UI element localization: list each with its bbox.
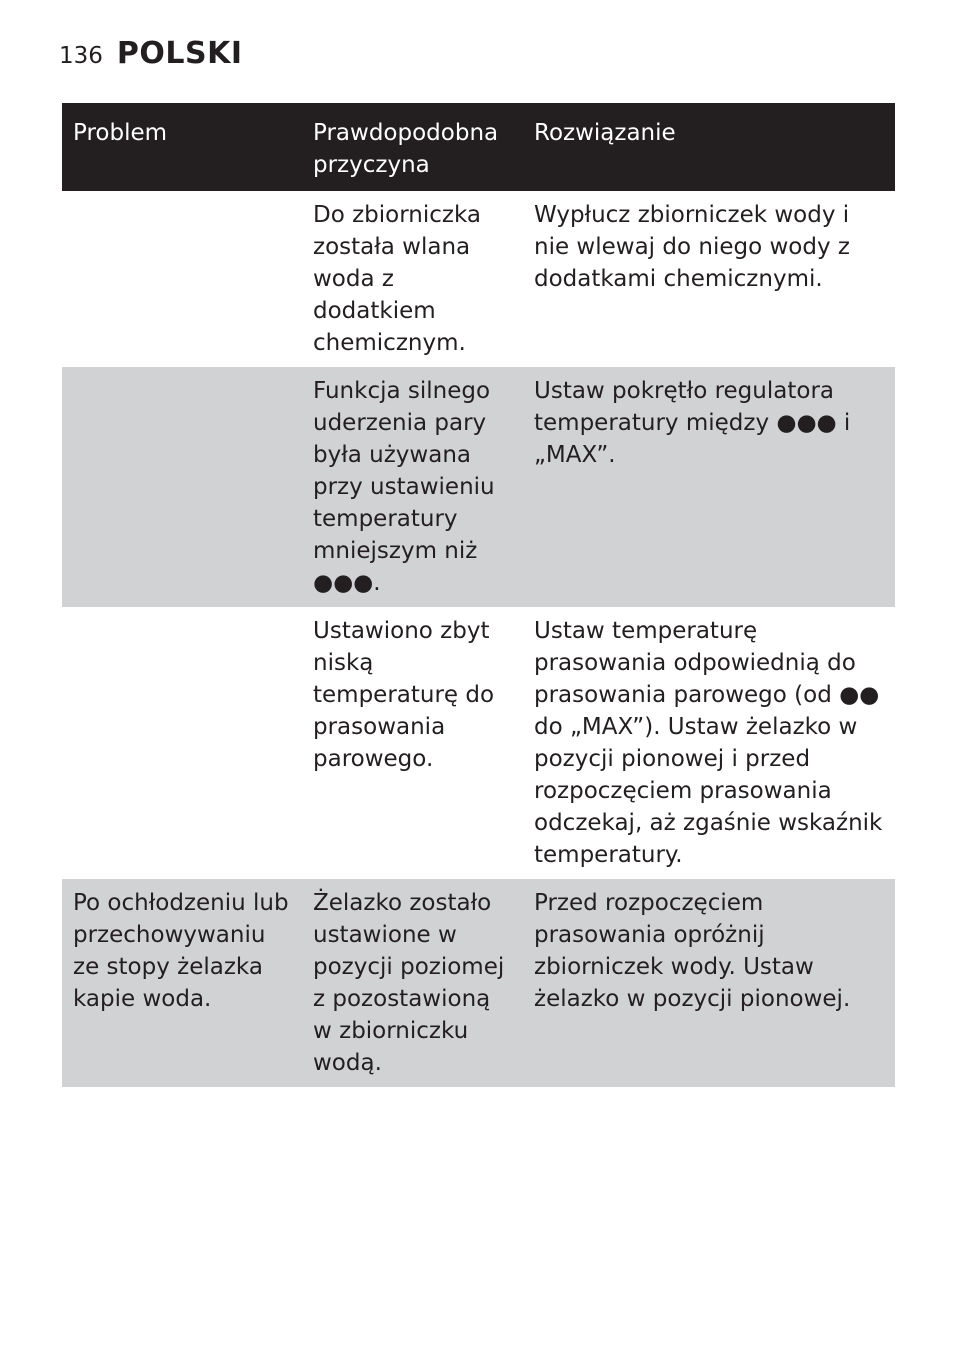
cause-cell: Do zbiorniczka została wlana woda z dodatkiem chemicznym. bbox=[302, 191, 523, 367]
section-title: POLSKI bbox=[116, 36, 243, 71]
solution-cell: Ustaw pokrętło regulatora temperatury między ●●● i „MAX”. bbox=[523, 367, 895, 607]
table-header-row bbox=[62, 103, 895, 191]
troubleshooting-table bbox=[62, 103, 895, 1087]
cause-cell: Żelazko zostało ustawione w pozycji poziomej z pozostawioną w zbiorniczku wodą. bbox=[302, 879, 523, 1087]
solution-cell: Przed rozpoczęciem prasowania opróżnij zbiorniczek wody. Ustaw żelazko w pozycji pionowej. bbox=[523, 879, 895, 1087]
solution-cell: Wypłucz zbiorniczek wody i nie wlewaj do niego wody z dodatkami chemicznymi. bbox=[523, 191, 895, 367]
column-header-cause: Prawdopodobna przyczyna bbox=[302, 103, 523, 191]
table-row bbox=[62, 879, 895, 1087]
problem-cell bbox=[62, 191, 302, 367]
column-header-problem: Problem bbox=[62, 103, 302, 191]
table-row bbox=[62, 191, 895, 367]
cause-cell: Ustawiono zbyt niską temperaturę do prasowania parowego. bbox=[302, 607, 523, 879]
problem-cell: Po ochłodzeniu lub przechowywaniu ze stopy żelazka kapie woda. bbox=[62, 879, 302, 1087]
table-row bbox=[62, 607, 895, 879]
column-header-solution: Rozwiązanie bbox=[523, 103, 895, 191]
table-row bbox=[62, 367, 895, 607]
problem-cell bbox=[62, 607, 302, 879]
page-header bbox=[59, 36, 243, 72]
problem-cell bbox=[62, 367, 302, 607]
cause-cell: Funkcja silnego uderzenia pary była używana przy ustawieniu temperatury mniejszym niż ●●●. bbox=[302, 367, 523, 607]
page-number: 136 bbox=[59, 43, 103, 69]
solution-cell: Ustaw temperaturę prasowania odpowiednią do prasowania parowego (od ●● do „MAX”). Ustaw żelazko w pozycji pionowej i przed rozpoczęciem prasowania odczekaj, aż zgaśnie wskaźnik temperatury. bbox=[523, 607, 895, 879]
